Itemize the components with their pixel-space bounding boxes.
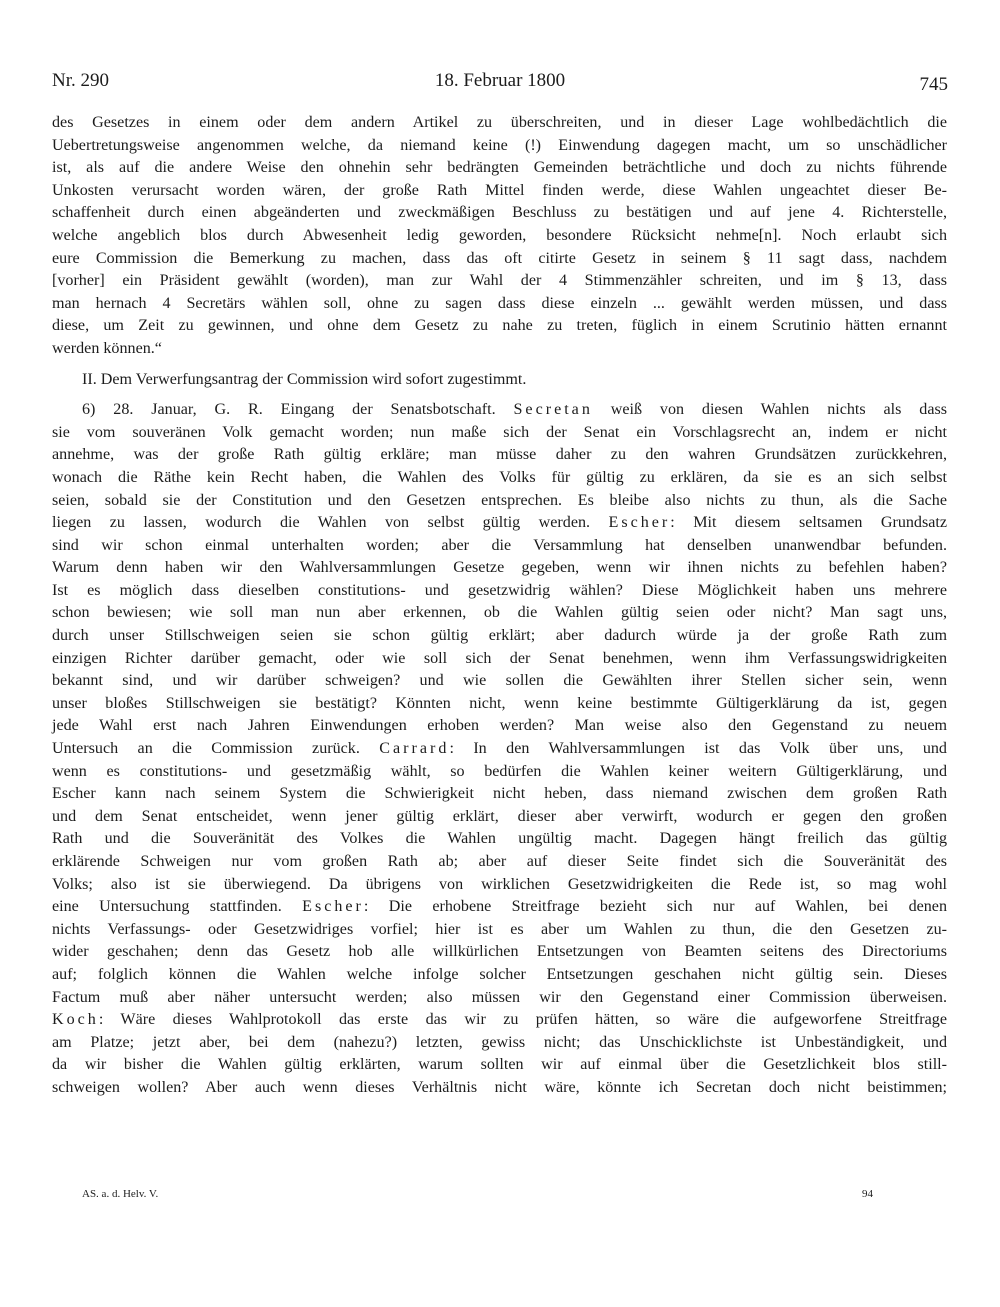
text-line: schweigen wollen? Aber auch wenn dieses Verhältnis nicht wäre, könnte ich Secretan doch nicht beistimmen; (52, 1078, 947, 1096)
text-line (52, 512, 947, 535)
text-line: erklärende Schweigen nur vom großen Rath ab; aber auf dieser Seite findet sich die Souveränität des (52, 853, 947, 870)
text-line: am Platze; jetzt aber, bei dem (nahezu?) letzten, gewiss nicht; das Unschicklichste ist Unbeständigkeit, und (52, 1033, 947, 1051)
speaker-name: Secretan (513, 401, 593, 419)
speech-text: : Wäre dieses Wahlprotokoll das erste das wir zu prüfen hätten, so wäre die aufgeworfene Streitfrage (98, 1011, 947, 1029)
text-line: Factum muß aber näher untersucht werden; also müssen wir den Gegenstand einer Commission überweisen. (52, 988, 947, 1006)
speech-text: : In den Wahlversammlungen ist das Volk über uns, und (449, 740, 947, 758)
text-line: einzigen Richter darüber gemacht, oder wie soll sich der Senat benehmen, wenn ihm Verfassungswidrigkeiten (52, 649, 947, 667)
page-number: 745 (919, 74, 948, 95)
text-line: da wir bisher die Wahlen gültig erklärten, warum sollten wir auf einmal über die Gesetzlichkeit blos still- (52, 1056, 947, 1074)
text-line: nichts Verfassungs- oder Gesetzwidriges vorfiel; hier ist es aber um Wahlen zu thun, die den Gesetzen zu- (52, 920, 947, 938)
text-line: man hernach 4 Secretärs wählen soll, ohne zu sagen dass diese einzeln ... gewählt werden müssen, und dass (52, 294, 947, 312)
text-line: Volks; also ist sie überwiegend. Da übrigens von wirklichen Gesetzwidrigkeiten die Rede ist, so mag wohl (52, 875, 947, 893)
page-header (52, 70, 948, 100)
session-entry: 6) 28. Januar, G. R. Eingang der Senatsbotschaft. (82, 401, 496, 419)
speaker-name: Koch (52, 1011, 99, 1029)
text-line (52, 1009, 947, 1032)
sheet-number: 94 (862, 1188, 873, 1200)
text-line: seien, sobald sie der Constitution und den Gesetzen entsprechen. Es bleibe also nichts zu thun, als die Sache (52, 491, 947, 509)
text-line: Warum denn haben wir den Wahlversammlungen Gesetze gegeben, wenn wir ihnen nichts zu befehlen haben? (52, 559, 947, 577)
document-number: Nr. 290 (52, 70, 109, 91)
speech-text: : Die erhobene Streitfrage bezieht sich nur auf Wahlen, bei denen (363, 898, 947, 916)
text-line: unser bloßes Stillschweigen sie bestätigt? Könnten nicht, wenn keine bestimmte Gültigerklärung da ist, gegen (52, 694, 947, 712)
speech-text: : Mit diesem seltsamen Grundsatz (670, 514, 947, 532)
text-line: schaffenheit durch einen abgeänderten und zweckmäßigen Beschluss zu bestätigen und auf jene 4. Richterstelle, (52, 204, 947, 222)
text-line: eure Commission die Bemerkung zu machen, dass das oft citirte Gesetz in seinem § 11 sagt dass, nachdem (52, 249, 947, 267)
paragraph-gap (52, 391, 947, 399)
speaker-name: Escher (608, 514, 671, 532)
paragraph-gap (52, 361, 947, 369)
body-text (52, 112, 947, 1100)
text-line: welche angeblich blos durch Abwesenheit ledig geworden, besondere Rücksicht nehme[n]. Noch erlaubt sich (52, 226, 947, 244)
text-line: und dem Senat entscheidet, wenn jener gültig erklärt, dieser aber verwirft, wodurch er gegen den großen (52, 807, 947, 825)
text-line: diese, um Zeit zu gewinnen, und ohne dem Gesetz zu nahe zu treten, füglich in einem Scrutinio hätten ernannt (52, 317, 947, 335)
text-line: durch unser Stillschweigen seien sie schon gültig erklärt; aber dadurch würde ja der große Rath zum (52, 627, 947, 645)
speech-text: liegen zu lassen, wodurch die Wahlen von selbst gültig werden. (52, 514, 591, 532)
text-line (52, 896, 947, 919)
text-line: Ist es möglich dass dieselben constitutions- und gesetzwidrig wählen? Diese Möglichkeit haben uns mehrere (52, 581, 947, 599)
text-line: sind wir schon einmal unterhalten worden; aber die Versammlung hat denselben unanwendbar befunden. (52, 536, 947, 554)
text-line: schon bewiesen; wie soll man nun aber erkennen, ob die Wahlen gültig seien oder nicht? Man sagt uns, (52, 604, 947, 622)
text-line: wenn es constitutions- und gesetzmäßig wählt, so bedürfen die Wahlen keiner weitern Gültigerklärung, und (52, 762, 947, 780)
section-heading: II. Dem Verwerfungsantrag der Commission wird sofort zugestimmt. (82, 370, 527, 388)
text-line: ist, als auf die andere Weise den ohnehin sehr bedrängten Gemeinden beträchtliche und doch zu nichts führende (52, 159, 947, 177)
speaker-name: Escher (302, 898, 364, 916)
text-line (52, 738, 947, 761)
text-line: bekannt sind, und wir darüber schweigen? und wie sollen die Gewählten ihrer Stellen sicher sein, wenn (52, 672, 947, 690)
text-line: Rath und die Souveränität des Volkes die Wahlen ungültig macht. Dagegen hängt freilich das gültig (52, 830, 947, 848)
text-line: wider geschahen; denn das Gesetz hob alle willkürlichen Entsetzungen von Beamten seitens des Directoriums (52, 943, 947, 961)
signature-mark: AS. a. d. Helv. V. (82, 1188, 159, 1200)
speaker-name: Carrard (379, 740, 450, 758)
text-line: auf; folglich können die Wahlen welche infolge solcher Entsetzungen geschahen nicht gültig sein. Dieses (52, 965, 947, 983)
speech-text: Untersuch an die Commission zurück. (52, 740, 360, 758)
speech-text: eine Untersuchung stattfinden. (52, 898, 282, 916)
text-line: annehme, was der große Rath gültig erkläre; man müsse daher zu den wahren Grundsätzen zurückkehren, (52, 446, 947, 464)
text-line: Escher kann nach seinem System die Schwierigkeit nicht heben, dass niemand zwischen dem großen Rath (52, 785, 947, 803)
text-line: sie vom souveränen Volk gemacht worden; nun maße sich der Senat ein Vorschlagsrecht an, indem er nicht (52, 423, 947, 441)
text-line (52, 399, 947, 422)
text-line: jede Wahl erst nach Jahren Einwendungen erhoben werden? Man weise also den Gegenstand zu neuem (52, 717, 947, 735)
text-line: wonach die Räthe kein Recht haben, die Wahlen des Volks für gültig zu erklären, da sie es an sich selbst (52, 468, 947, 486)
speech-text: weiß von diesen Wahlen nichts als dass (610, 401, 947, 419)
text-line: Unkosten verursacht worden wären, der große Rath Mittel finden werde, diese Wahlen ungeachtet dieser Be- (52, 181, 947, 199)
text-line: Uebertretungsweise angenommen welche, da niemand keine (!) Einwendung dagegen macht, um so unschädlicher (52, 136, 947, 154)
document-date: 18. Februar 1800 (434, 70, 566, 91)
text-line: [vorher] ein Präsident gewählt (worden), man zur Wahl der 4 Stimmenzähler schreiten, und im § 13, dass (52, 272, 947, 290)
text-line: des Gesetzes in einem oder dem andern Artikel zu überschreiten, und in dieser Lage wohlbedächtlich die (52, 114, 947, 131)
text-line: werden können.“ (52, 339, 162, 357)
